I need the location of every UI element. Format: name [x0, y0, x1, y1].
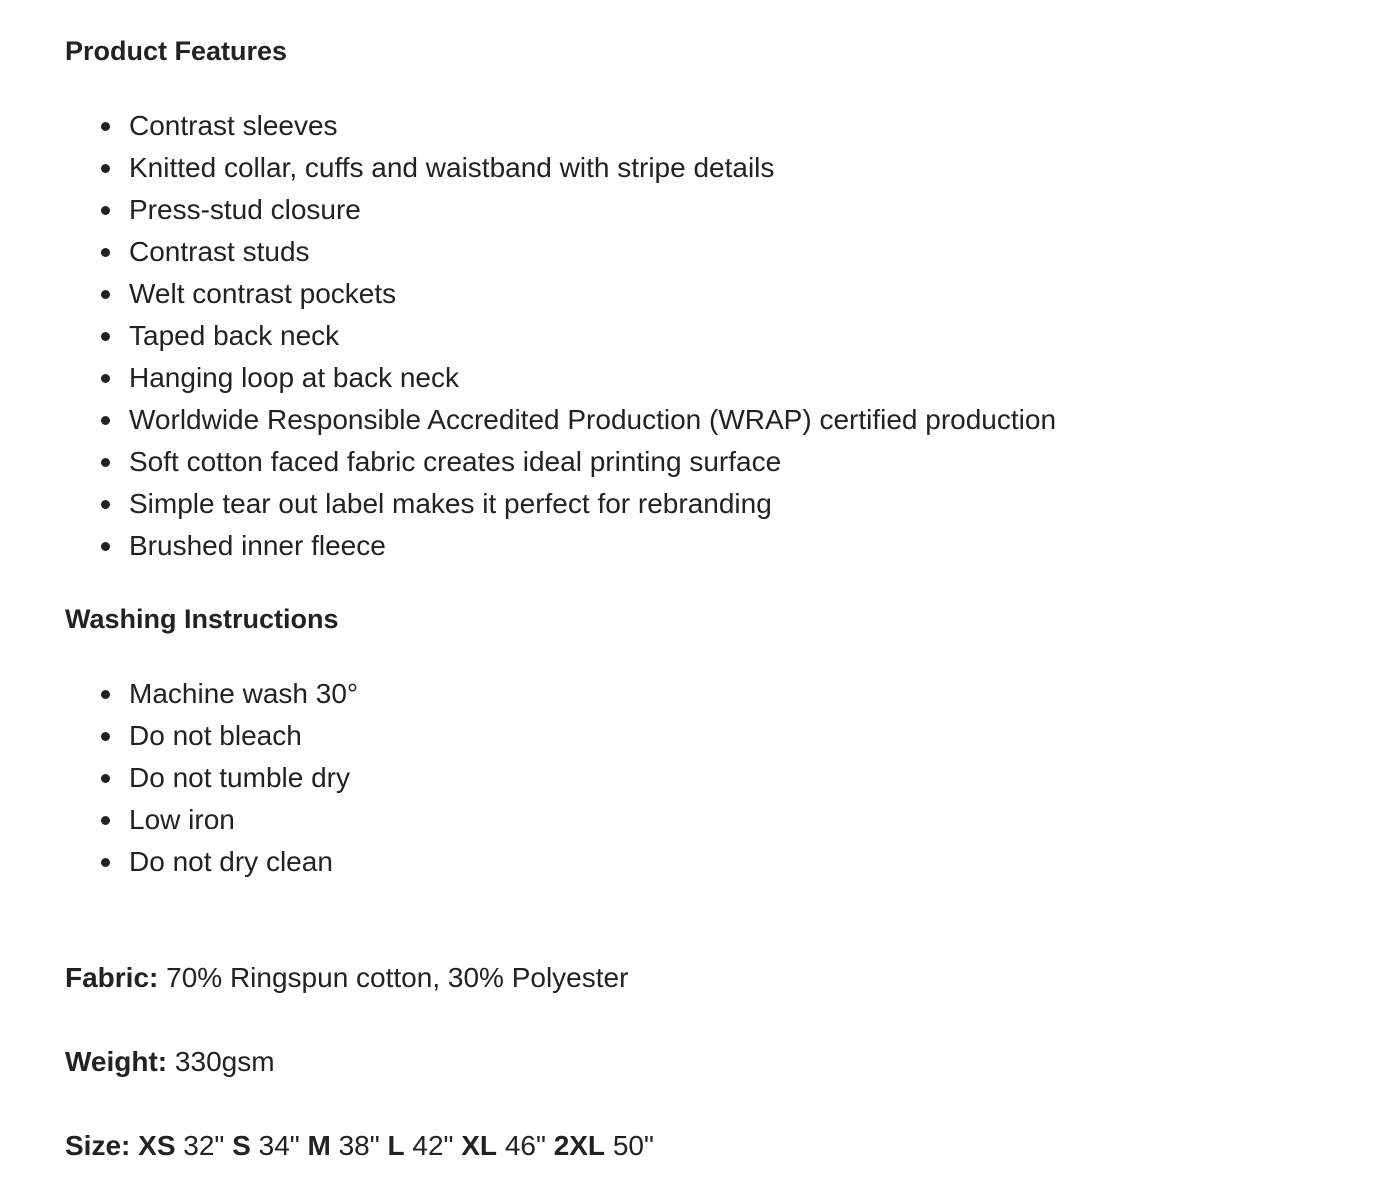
size-measure: 38"	[338, 1130, 380, 1161]
bullet-icon	[101, 774, 110, 783]
bullet-icon	[101, 332, 110, 341]
fabric-spec	[65, 960, 628, 996]
list-item-text: Worldwide Responsible Accredited Production (WRAP) certified production	[129, 404, 1057, 435]
list-item-text: Simple tear out label makes it perfect for rebranding	[129, 488, 772, 519]
list-item	[65, 105, 1056, 147]
bullet-icon	[101, 122, 110, 131]
size-spec	[65, 1128, 654, 1164]
list-item-text: Machine wash 30°	[129, 678, 359, 709]
list-item	[65, 525, 1056, 567]
fabric-label: Fabric:	[65, 962, 159, 993]
bullet-icon	[101, 164, 110, 173]
bullet-icon	[101, 248, 110, 257]
bullet-icon	[101, 732, 110, 741]
weight-value: 330gsm	[174, 1046, 275, 1077]
list-item-text: Welt contrast pockets	[129, 278, 397, 309]
list-item	[65, 189, 1056, 231]
bullet-icon	[101, 542, 110, 551]
bullet-icon	[101, 690, 110, 699]
size-code: L	[387, 1130, 405, 1161]
size-measure: 34"	[258, 1130, 300, 1161]
list-item	[65, 147, 1056, 189]
size-code: XL	[461, 1130, 498, 1161]
bullet-icon	[101, 458, 110, 467]
size-code: M	[307, 1130, 331, 1161]
fabric-value: 70% Ringspun cotton, 30% Polyester	[166, 962, 629, 993]
product-features-list	[65, 105, 1056, 567]
list-item-text: Soft cotton faced fabric creates ideal printing surface	[129, 446, 782, 477]
list-item-text: Knitted collar, cuffs and waistband with stripe details	[129, 152, 775, 183]
size-measure: 42"	[412, 1130, 454, 1161]
bullet-icon	[101, 500, 110, 509]
bullet-icon	[101, 416, 110, 425]
list-item-text: Contrast sleeves	[129, 110, 338, 141]
size-code: 2XL	[553, 1130, 606, 1161]
list-item	[65, 441, 1056, 483]
bullet-icon	[101, 374, 110, 383]
list-item	[65, 715, 358, 757]
bullet-icon	[101, 290, 110, 299]
list-item	[65, 841, 358, 883]
list-item-text: Hanging loop at back neck	[129, 362, 459, 393]
list-item	[65, 799, 358, 841]
list-item	[65, 273, 1056, 315]
list-item-text: Low iron	[129, 804, 235, 835]
bullet-icon	[101, 816, 110, 825]
washing-instructions-heading: Washing Instructions	[65, 604, 339, 634]
weight-label: Weight:	[65, 1046, 168, 1077]
list-item-text: Press-stud closure	[129, 194, 361, 225]
size-label: Size:	[65, 1130, 131, 1161]
size-code: XS	[138, 1130, 176, 1161]
list-item-text: Taped back neck	[129, 320, 340, 351]
list-item	[65, 483, 1056, 525]
size-measure: 50"	[612, 1130, 654, 1161]
list-item-text: Do not bleach	[129, 720, 302, 751]
size-measure: 46"	[504, 1130, 546, 1161]
bullet-icon	[101, 858, 110, 867]
list-item	[65, 673, 358, 715]
weight-spec	[65, 1044, 275, 1080]
list-item	[65, 357, 1056, 399]
washing-instructions-list	[65, 673, 358, 883]
product-features-heading: Product Features	[65, 36, 288, 66]
list-item-text: Do not tumble dry	[129, 762, 350, 793]
size-code: S	[232, 1130, 251, 1161]
bullet-icon	[101, 206, 110, 215]
list-item-text: Brushed inner fleece	[129, 530, 386, 561]
list-item	[65, 399, 1056, 441]
list-item	[65, 757, 358, 799]
size-measure: 32"	[183, 1130, 225, 1161]
list-item	[65, 231, 1056, 273]
list-item-text: Do not dry clean	[129, 846, 333, 877]
list-item-text: Contrast studs	[129, 236, 310, 267]
list-item	[65, 315, 1056, 357]
